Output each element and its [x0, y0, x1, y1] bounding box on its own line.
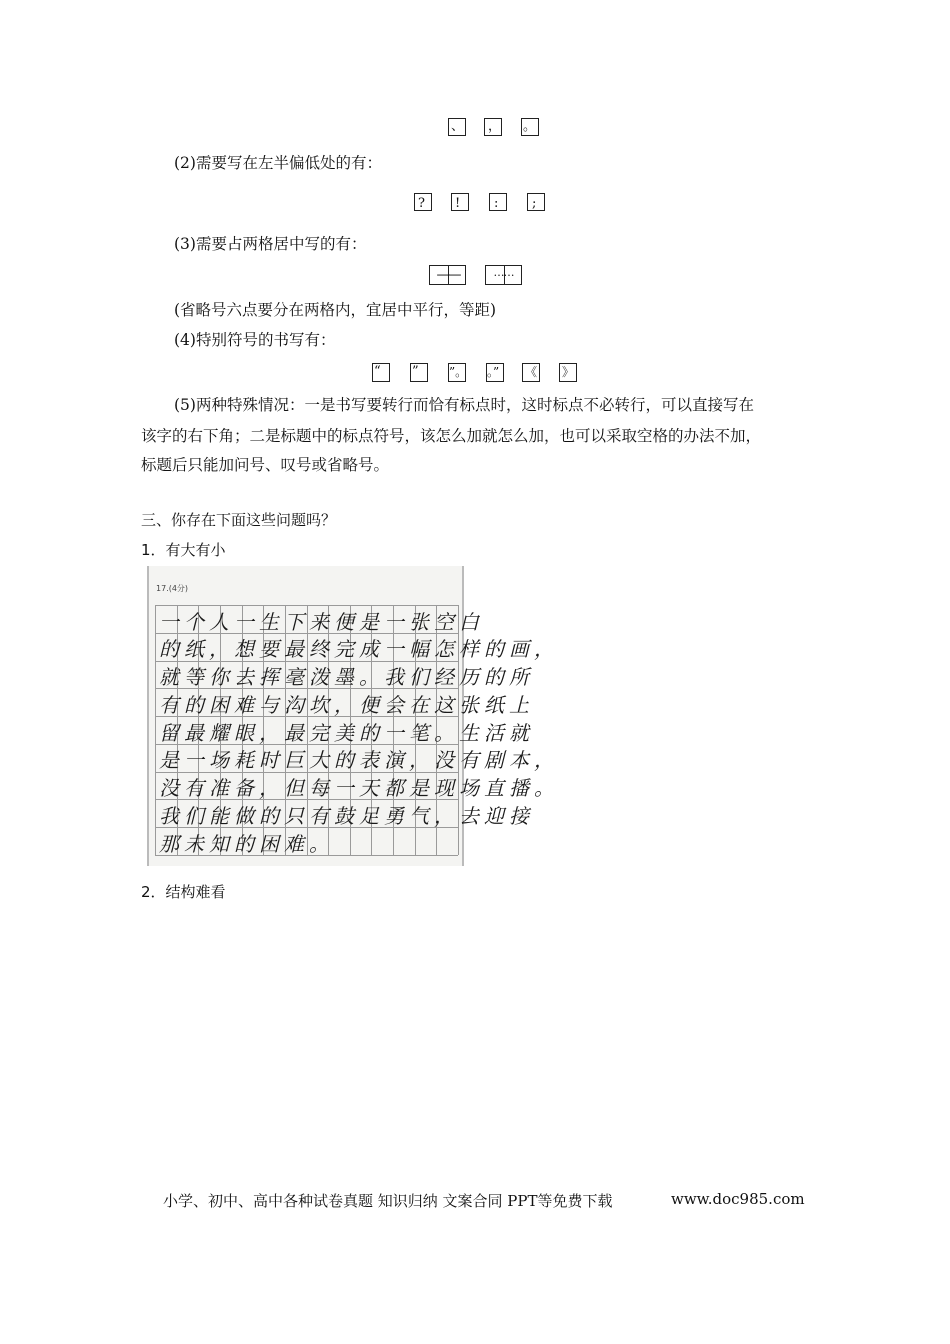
- handwriting-line: 是一场耗时巨大的表演，没有剧本，: [159, 748, 559, 772]
- ellipsis-glyph: ……: [493, 266, 514, 279]
- handwriting-line: 留最耀眼，最完美的一笔。生活就: [159, 721, 534, 745]
- punct-box-quote-period: ”。: [448, 363, 466, 382]
- punct-box-close-quote: ”: [410, 363, 428, 382]
- punct-box-colon: :: [489, 193, 507, 211]
- handwriting-line: 的纸，想要最终完成一幅怎样的画，: [159, 637, 559, 661]
- punct-box-open-quote: “: [372, 363, 390, 382]
- handwriting-line: 那未知的困难。: [159, 832, 334, 856]
- handwriting-line: 一个人一生下来便是一张空白: [159, 610, 484, 634]
- section-3-note: (省略号六点要分在两格内，宜居中平行，等距): [174, 301, 497, 319]
- punct-box-comma: ，: [484, 118, 502, 136]
- punct-box-semicolon: ;: [527, 193, 545, 211]
- section-2-label: (2)需要写在左半偏低处的有：: [174, 154, 382, 172]
- punct-box-period-quote: 。”: [486, 363, 504, 382]
- grid-column-line: [155, 605, 156, 855]
- punct-box-exclaim: !: [451, 193, 469, 211]
- item-1-heading: 1．有大有小: [141, 541, 226, 559]
- section-5-line-2: 该字的右下角；二是标题中的标点符号，该怎么加就怎么加，也可以采取空格的办法不加，: [141, 427, 762, 445]
- punct-box-ellipsis: [485, 265, 522, 285]
- dash-glyph: ——: [436, 267, 459, 283]
- punct-box-question: ?: [414, 193, 432, 211]
- section-5-line-3: 标题后只能加问号、叹号或省略号。: [141, 456, 390, 474]
- sample-header: 17.(4分): [156, 584, 189, 593]
- writing-grid: [155, 605, 559, 856]
- punct-box-close-book: 》: [559, 363, 577, 382]
- item-2-heading: 2．结构难看: [141, 883, 226, 901]
- handwriting-line: 我们能做的只有鼓足勇气，去迎接: [159, 804, 534, 828]
- punct-box-dash: [429, 265, 466, 285]
- punct-box-open-book: 《: [522, 363, 540, 382]
- punct-box-dun: 、: [448, 118, 466, 136]
- handwriting-line: 没有准备，但每一天都是现场直播。: [159, 776, 559, 800]
- footer-text: 小学、初中、高中各种试卷真题 知识归纳 文案合同 PPT等免费下载: [163, 1192, 613, 1210]
- part-3-title: 三、你存在下面这些问题吗？: [141, 511, 337, 529]
- handwriting-line: 有的困难与沟坎，便会在这张纸上: [159, 693, 534, 717]
- section-5-line-1: (5)两种特殊情况：一是书写要转行而恰有标点时，这时标点不必转行，可以直接写在: [174, 396, 754, 414]
- punct-box-period: 。: [521, 118, 539, 136]
- section-4-label: (4)特别符号的书写有：: [174, 331, 336, 349]
- section-3-label: (3)需要占两格居中写的有：: [174, 235, 367, 253]
- handwriting-sample-image: [147, 566, 559, 866]
- footer-url: www.doc985.com: [671, 1190, 805, 1208]
- handwriting-line: 就等你去挥毫泼墨。我们经历的所: [159, 665, 534, 689]
